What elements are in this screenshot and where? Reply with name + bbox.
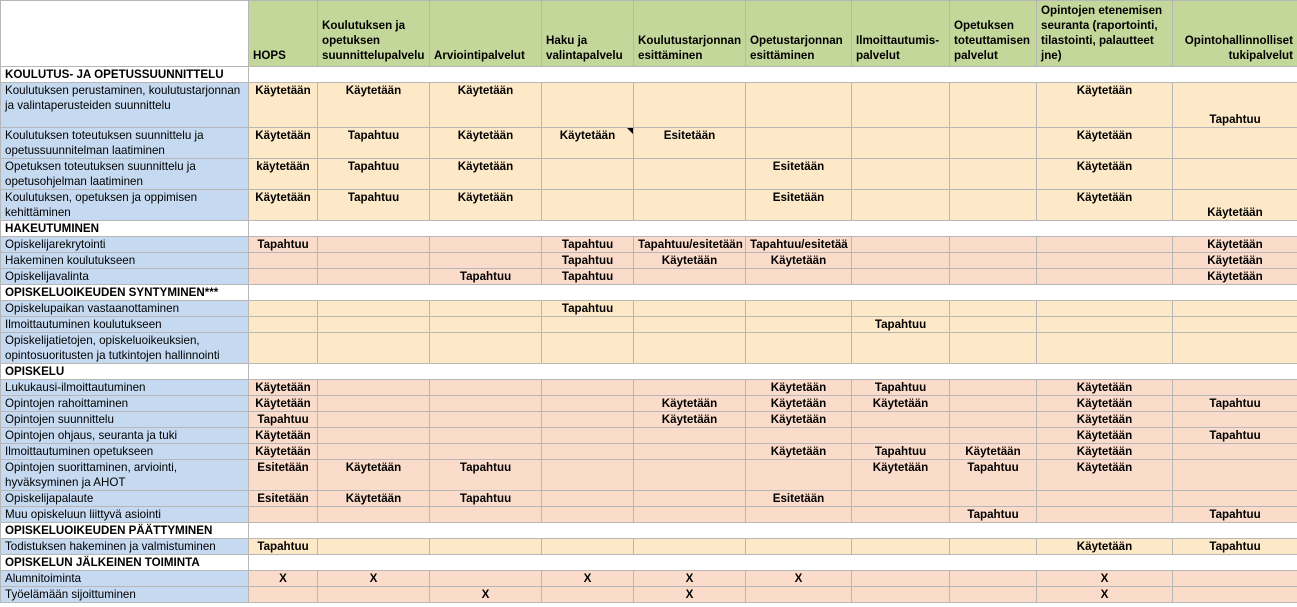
table-cell[interactable] [852, 333, 950, 364]
table-cell[interactable] [1173, 571, 1297, 587]
table-cell[interactable] [1173, 317, 1297, 333]
table-cell[interactable]: Tapahtuu [1173, 396, 1297, 412]
table-cell[interactable] [542, 380, 634, 396]
row-label[interactable]: Opiskelijapalaute [1, 491, 249, 507]
table-cell[interactable]: Käytetään [746, 253, 852, 269]
table-cell[interactable] [1037, 269, 1173, 285]
section-row [1, 555, 1297, 571]
table-cell[interactable] [430, 380, 542, 396]
table-cell[interactable] [634, 539, 746, 555]
table-row [1, 301, 1297, 317]
table-cell[interactable] [634, 159, 746, 190]
table-cell[interactable] [950, 190, 1037, 221]
section-row [1, 285, 1297, 301]
table-cell[interactable] [430, 571, 542, 587]
section-fill [249, 364, 1297, 380]
row-label[interactable]: Työelämään sijoittuminen [1, 587, 249, 603]
table-cell[interactable]: Käytetään [249, 428, 318, 444]
table-cell[interactable] [249, 587, 318, 603]
table-cell[interactable] [542, 539, 634, 555]
table-cell[interactable] [430, 428, 542, 444]
table-cell[interactable] [249, 317, 318, 333]
table-cell[interactable]: Käytetään [249, 396, 318, 412]
column-header[interactable]: HOPS [249, 1, 318, 67]
table-cell[interactable]: Tapahtuu [950, 507, 1037, 523]
table-cell[interactable]: Käytetään [746, 444, 852, 460]
table-cell[interactable]: Käytetään [1037, 83, 1173, 128]
table-cell[interactable] [1173, 491, 1297, 507]
table-cell[interactable] [1173, 159, 1297, 190]
row-label[interactable]: Opintojen rahoittaminen [1, 396, 249, 412]
table-cell[interactable] [852, 587, 950, 603]
table-row [1, 571, 1297, 587]
table-cell[interactable]: Käytetään [1037, 444, 1173, 460]
table-cell[interactable]: Esitetään [746, 491, 852, 507]
table-cell[interactable]: Käytetään [746, 380, 852, 396]
row-label[interactable]: Koulutuksen perustaminen, koulutustarjonnan ja valintaperusteiden suunnittelu [1, 83, 249, 128]
table-cell[interactable] [318, 317, 430, 333]
table-cell[interactable] [318, 237, 430, 253]
table-cell[interactable] [746, 460, 852, 491]
section-fill [249, 221, 1297, 237]
table-cell[interactable]: Käytetään [1037, 396, 1173, 412]
table-cell[interactable]: Tapahtuu [318, 190, 430, 221]
table-cell[interactable] [249, 333, 318, 364]
table-cell[interactable] [542, 587, 634, 603]
table-cell[interactable]: Esitetään [249, 491, 318, 507]
table-cell[interactable]: Käytetään [430, 128, 542, 159]
table-cell[interactable]: Käytetään [852, 460, 950, 491]
row-label[interactable]: Alumnitoiminta [1, 571, 249, 587]
table-cell[interactable] [950, 571, 1037, 587]
column-header[interactable]: Koulutuksen ja opetuksen suunnittelupalvelu [318, 1, 430, 67]
table-cell[interactable] [852, 539, 950, 555]
table-cell[interactable]: Tapahtuu [852, 380, 950, 396]
column-header[interactable]: Haku ja valintapalvelu [542, 1, 634, 67]
table-cell[interactable]: Tapahtuu [542, 301, 634, 317]
section-fill [249, 67, 1297, 83]
table-cell[interactable]: Tapahtuu [430, 491, 542, 507]
table-cell[interactable] [542, 83, 634, 128]
table-cell[interactable] [634, 317, 746, 333]
table-cell[interactable] [542, 460, 634, 491]
table-cell[interactable] [746, 428, 852, 444]
table-cell[interactable]: Käytetään [318, 83, 430, 128]
table-cell[interactable] [249, 269, 318, 285]
table-cell[interactable] [318, 507, 430, 523]
table-cell[interactable] [950, 159, 1037, 190]
table-cell[interactable] [1037, 237, 1173, 253]
table-row [1, 412, 1297, 428]
table-cell[interactable] [950, 301, 1037, 317]
table-cell[interactable]: Tapahtuu [249, 539, 318, 555]
table-cell[interactable] [1037, 253, 1173, 269]
corner-cell [1, 1, 249, 67]
table-cell[interactable] [746, 301, 852, 317]
table-cell[interactable]: Tapahtuu [249, 412, 318, 428]
row-label[interactable]: Lukukausi-ilmoittautuminen [1, 380, 249, 396]
table-cell[interactable] [318, 253, 430, 269]
table-row [1, 253, 1297, 269]
table-cell[interactable] [318, 428, 430, 444]
table-cell[interactable] [950, 128, 1037, 159]
table-cell[interactable] [1037, 491, 1173, 507]
table-cell[interactable] [542, 491, 634, 507]
table-cell[interactable]: Esitetään [746, 159, 852, 190]
table-cell[interactable]: Käytetään [1037, 190, 1173, 221]
table-cell[interactable] [249, 507, 318, 523]
table-row [1, 396, 1297, 412]
table-cell[interactable] [542, 507, 634, 523]
row-label[interactable]: Opiskelijatietojen, opiskeluoikeuksien, opintosuoritusten ja tutkintojen hallinnointi [1, 333, 249, 364]
section-fill [249, 555, 1297, 571]
table-cell[interactable] [430, 539, 542, 555]
column-header[interactable]: Opintojen etenemisen seuranta (raportointi, tilastointi, palautteet jne) [1037, 1, 1173, 67]
table-cell[interactable]: Käytetään [1037, 128, 1173, 159]
table-row [1, 460, 1297, 491]
table-cell[interactable]: X [634, 587, 746, 603]
table-cell[interactable]: Käytetään [249, 380, 318, 396]
table-cell[interactable] [950, 237, 1037, 253]
section-row [1, 523, 1297, 539]
table-cell[interactable] [1037, 301, 1173, 317]
table-cell[interactable] [950, 396, 1037, 412]
table-cell[interactable] [249, 253, 318, 269]
column-header[interactable]: Opetustarjonnan esittäminen [746, 1, 852, 67]
section-title: OPISKELUN JÄLKEINEN TOIMINTA [1, 555, 249, 571]
table-cell[interactable] [746, 333, 852, 364]
table-cell[interactable] [852, 491, 950, 507]
table-cell[interactable] [634, 269, 746, 285]
row-label[interactable]: Muu opiskeluun liittyvä asiointi [1, 507, 249, 523]
table-cell[interactable] [1173, 380, 1297, 396]
table-cell[interactable]: Tapahtuu [542, 269, 634, 285]
table-cell[interactable] [950, 539, 1037, 555]
row-label[interactable]: Ilmoittautuminen opetukseen [1, 444, 249, 460]
table-cell[interactable]: Esitetään [634, 128, 746, 159]
table-cell[interactable]: Tapahtuu [1173, 539, 1297, 555]
table-cell[interactable] [542, 317, 634, 333]
table-cell[interactable] [746, 539, 852, 555]
table-cell[interactable] [430, 237, 542, 253]
table-cell[interactable]: Esitetään [249, 460, 318, 491]
table-row [1, 428, 1297, 444]
table-row [1, 269, 1297, 285]
table-cell[interactable]: Käytetään [1173, 190, 1297, 221]
table-cell[interactable] [542, 333, 634, 364]
header-row [1, 1, 1297, 67]
table-cell[interactable]: Käytetään [1037, 159, 1173, 190]
section-row [1, 364, 1297, 380]
table-cell[interactable] [542, 159, 634, 190]
table-cell[interactable]: Tapahtuu [950, 460, 1037, 491]
table-cell[interactable] [1037, 507, 1173, 523]
table-cell[interactable]: Käytetään [746, 412, 852, 428]
table-cell[interactable]: Käytetään [430, 83, 542, 128]
table-row [1, 83, 1297, 128]
table-cell[interactable]: Käytetään [249, 190, 318, 221]
table-cell[interactable] [542, 412, 634, 428]
table-cell[interactable] [634, 83, 746, 128]
column-header[interactable]: Opetuksen toteuttamisen palvelut [950, 1, 1037, 67]
table-cell[interactable] [249, 301, 318, 317]
table-cell[interactable] [852, 237, 950, 253]
table-cell[interactable] [852, 269, 950, 285]
table-row [1, 190, 1297, 221]
row-label[interactable]: Koulutuksen, opetuksen ja oppimisen kehittäminen [1, 190, 249, 221]
column-header[interactable]: Arviointipalvelut [430, 1, 542, 67]
table-cell[interactable]: Tapahtuu [249, 237, 318, 253]
table-cell[interactable] [1173, 301, 1297, 317]
table-cell[interactable]: Tapahtuu [430, 269, 542, 285]
table-cell[interactable] [318, 444, 430, 460]
table-cell[interactable] [318, 587, 430, 603]
table-cell[interactable] [634, 460, 746, 491]
table-cell[interactable] [852, 190, 950, 221]
table-cell[interactable] [318, 539, 430, 555]
table-cell[interactable]: Käytetään [950, 444, 1037, 460]
table-cell[interactable] [746, 128, 852, 159]
section-fill [249, 285, 1297, 301]
table-cell[interactable] [1037, 333, 1173, 364]
table-cell[interactable] [1173, 412, 1297, 428]
section-fill [249, 523, 1297, 539]
row-label[interactable]: Opiskelijarekrytointi [1, 237, 249, 253]
row-label[interactable]: Koulutuksen toteutuksen suunnittelu ja opetussuunnitelman laatiminen [1, 128, 249, 159]
table-cell[interactable]: Tapahtuu/esitetää [746, 237, 852, 253]
table-cell[interactable] [634, 380, 746, 396]
table-cell[interactable] [318, 396, 430, 412]
table-cell[interactable] [634, 444, 746, 460]
table-cell[interactable]: Käytetään [430, 159, 542, 190]
table-cell[interactable]: Tapahtuu [318, 128, 430, 159]
table-cell[interactable]: X [542, 571, 634, 587]
section-row [1, 221, 1297, 237]
table-cell[interactable] [852, 159, 950, 190]
table-cell[interactable]: X [746, 571, 852, 587]
row-label[interactable]: Opintojen suunnittelu [1, 412, 249, 428]
table-cell[interactable]: Käytetään [634, 396, 746, 412]
table-cell[interactable]: X [634, 571, 746, 587]
table-cell[interactable]: Tapahtuu/esitetään [634, 237, 746, 253]
table-cell[interactable] [852, 253, 950, 269]
row-label[interactable]: Hakeminen koulutukseen [1, 253, 249, 269]
row-label[interactable]: Todistuksen hakeminen ja valmistuminen [1, 539, 249, 555]
table-cell[interactable] [318, 269, 430, 285]
table-cell[interactable] [318, 333, 430, 364]
section-row [1, 67, 1297, 83]
table-cell[interactable] [634, 333, 746, 364]
table-cell[interactable] [746, 507, 852, 523]
row-label[interactable]: Opetuksen toteutuksen suunnittelu ja opetusohjelman laatiminen [1, 159, 249, 190]
table-cell[interactable]: Käytetään [1037, 539, 1173, 555]
table-cell[interactable]: Käytetään [1173, 237, 1297, 253]
table-cell[interactable]: Käytetään [1037, 460, 1173, 491]
table-cell[interactable] [634, 301, 746, 317]
row-label[interactable]: Opiskelijavalinta [1, 269, 249, 285]
table-cell[interactable] [430, 396, 542, 412]
table-cell[interactable]: Käytetään [430, 190, 542, 221]
table-cell[interactable]: Esitetään [746, 190, 852, 221]
table-cell[interactable]: Käytetään [249, 444, 318, 460]
table-cell[interactable] [950, 428, 1037, 444]
table-cell[interactable] [1173, 460, 1297, 491]
table-cell[interactable]: Tapahtuu [430, 460, 542, 491]
table-cell[interactable] [430, 301, 542, 317]
table-cell[interactable]: Käytetään [249, 128, 318, 159]
table-cell[interactable]: Käytetään [1173, 253, 1297, 269]
table-cell[interactable] [852, 412, 950, 428]
table-cell[interactable]: Tapahtuu [318, 159, 430, 190]
table-row [1, 444, 1297, 460]
table-cell[interactable] [950, 83, 1037, 128]
table-cell[interactable] [634, 190, 746, 221]
table-cell[interactable]: Tapahtuu [1173, 428, 1297, 444]
table-row [1, 507, 1297, 523]
table-cell[interactable]: Tapahtuu [1173, 507, 1297, 523]
table-cell[interactable] [318, 301, 430, 317]
table-cell[interactable]: Tapahtuu [542, 237, 634, 253]
table-cell[interactable]: Tapahtuu [852, 444, 950, 460]
table-cell[interactable]: X [249, 571, 318, 587]
row-label[interactable]: Opiskelupaikan vastaanottaminen [1, 301, 249, 317]
table-cell[interactable] [950, 269, 1037, 285]
table-cell[interactable] [852, 428, 950, 444]
table-cell[interactable] [542, 428, 634, 444]
table-cell[interactable] [852, 507, 950, 523]
table-cell[interactable]: Tapahtuu [852, 317, 950, 333]
table-cell[interactable]: Käytetään [634, 412, 746, 428]
table-cell[interactable] [852, 301, 950, 317]
table-cell[interactable] [542, 444, 634, 460]
table-cell[interactable] [746, 83, 852, 128]
table-cell[interactable]: Käytetään [249, 83, 318, 128]
table-cell[interactable] [950, 253, 1037, 269]
table-row [1, 491, 1297, 507]
table-cell[interactable]: käytetään [249, 159, 318, 190]
row-label[interactable]: Ilmoittautuminen koulutukseen [1, 317, 249, 333]
table-cell[interactable] [1173, 444, 1297, 460]
table-cell[interactable] [746, 587, 852, 603]
table-cell[interactable]: X [430, 587, 542, 603]
table-cell[interactable] [950, 380, 1037, 396]
table-row [1, 587, 1297, 603]
table-cell[interactable] [430, 412, 542, 428]
table-row [1, 333, 1297, 364]
table-cell[interactable] [542, 396, 634, 412]
table-cell[interactable] [852, 128, 950, 159]
table-cell[interactable] [430, 333, 542, 364]
table-cell[interactable] [950, 587, 1037, 603]
table-cell[interactable]: X [318, 571, 430, 587]
table-cell[interactable] [1037, 317, 1173, 333]
table-cell[interactable]: Käytetään [1037, 428, 1173, 444]
row-label[interactable]: Opintojen suorittaminen, arviointi, hyväksyminen ja AHOT [1, 460, 249, 491]
table-cell[interactable]: Käytetään [1037, 412, 1173, 428]
table-cell[interactable] [950, 317, 1037, 333]
table-cell[interactable]: Tapahtuu [542, 253, 634, 269]
table-cell[interactable] [634, 428, 746, 444]
section-title: OPISKELUOIKEUDEN PÄÄTTYMINEN [1, 523, 249, 539]
row-label[interactable]: Opintojen ohjaus, seuranta ja tuki [1, 428, 249, 444]
table-cell[interactable]: Käytetään [318, 491, 430, 507]
table-cell[interactable]: Käytetään [852, 396, 950, 412]
table-cell[interactable] [1173, 333, 1297, 364]
table-cell[interactable]: Käytetään [746, 396, 852, 412]
table-cell[interactable] [852, 83, 950, 128]
table-cell[interactable] [950, 491, 1037, 507]
table-cell[interactable] [746, 317, 852, 333]
table-row [1, 237, 1297, 253]
table-cell[interactable] [950, 412, 1037, 428]
table-row [1, 539, 1297, 555]
table-cell[interactable] [542, 190, 634, 221]
table-row [1, 128, 1297, 159]
table-cell[interactable]: Käytetään [318, 460, 430, 491]
table-cell[interactable] [430, 444, 542, 460]
table-cell[interactable] [430, 253, 542, 269]
column-header[interactable]: Opintohallinnolliset tukipalvelut [1173, 1, 1297, 67]
table-row [1, 380, 1297, 396]
table-cell[interactable] [430, 317, 542, 333]
table-cell[interactable]: Tapahtuu [1173, 83, 1297, 128]
table-cell[interactable] [634, 491, 746, 507]
table-cell[interactable]: Käytetään [634, 253, 746, 269]
table-cell[interactable] [430, 507, 542, 523]
section-title: KOULUTUS- JA OPETUSSUUNNITTELU [1, 67, 249, 83]
table-cell[interactable]: Käytetään [542, 128, 634, 159]
column-header[interactable]: Ilmoittautumis-palvelut [852, 1, 950, 67]
table-cell[interactable] [852, 571, 950, 587]
table-cell[interactable] [746, 269, 852, 285]
table-cell[interactable] [1173, 128, 1297, 159]
section-title: OPISKELUOIKEUDEN SYNTYMINEN*** [1, 285, 249, 301]
table-cell[interactable]: X [1037, 587, 1173, 603]
section-title: OPISKELU [1, 364, 249, 380]
table-cell[interactable] [950, 333, 1037, 364]
table-cell[interactable]: Käytetään [1037, 380, 1173, 396]
table-cell[interactable] [1173, 587, 1297, 603]
table-cell[interactable] [634, 507, 746, 523]
table-cell[interactable]: Käytetään [1173, 269, 1297, 285]
table-cell[interactable] [318, 412, 430, 428]
column-header[interactable]: Koulutustarjonnan esittäminen [634, 1, 746, 67]
table-cell[interactable] [318, 380, 430, 396]
table-row [1, 159, 1297, 190]
section-title: HAKEUTUMINEN [1, 221, 249, 237]
table-cell[interactable]: X [1037, 571, 1173, 587]
table-row [1, 317, 1297, 333]
